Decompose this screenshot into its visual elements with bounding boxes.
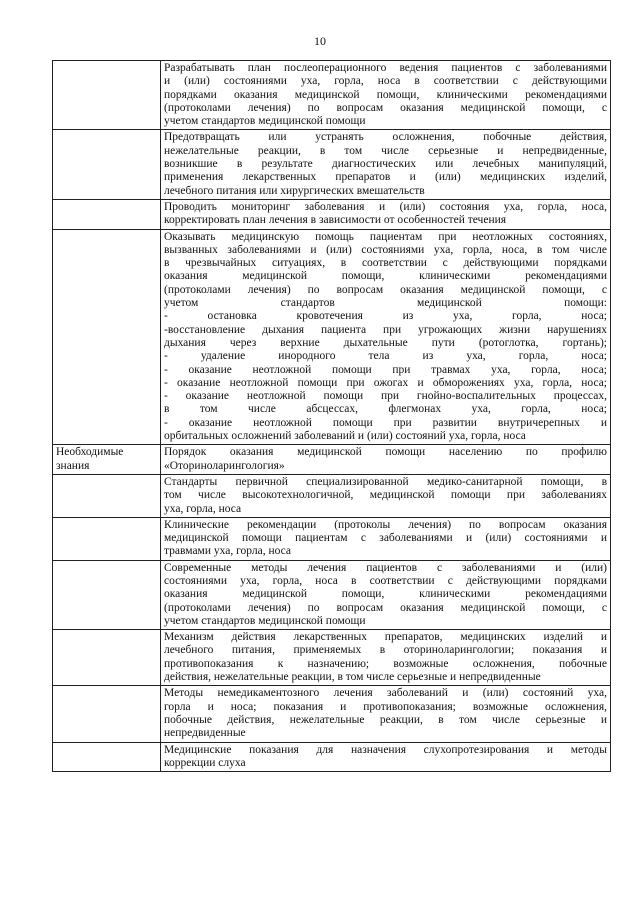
- table-row: [53, 445, 611, 475]
- text-line: Современные методы лечения пациентов с заболеваниями и (или): [164, 561, 607, 574]
- row-label-cell: Необходимые знания: [53, 445, 161, 475]
- text-line: Механизм действия лекарственных препаратов, медицинских изделий и: [164, 631, 607, 644]
- text-line: учетом стандартов медицинской помощи: [164, 115, 366, 128]
- row-content-cell: [161, 130, 611, 199]
- table-row: [53, 742, 611, 772]
- text-line: в чрезвычайных ситуациях, в соответствии с действующими порядками: [164, 257, 607, 270]
- text-line: уха, горла, носа: [164, 502, 242, 515]
- text-line: Медицинские показания для назначения слухопротезирования и методы: [164, 743, 607, 756]
- text-line: Методы немедикаментозного лечения заболеваний и (или) состояний уха,: [164, 687, 607, 700]
- table-row: [53, 517, 611, 560]
- row-label-cell: [53, 474, 161, 517]
- text-line: медицинской помощи пациентам с заболеваниями и (или) состояниями и: [164, 532, 607, 545]
- text-line: - оказание неотложной помощи при травмах уха, горла, носа;: [164, 363, 607, 376]
- row-label-cell: [53, 130, 161, 199]
- row-content-cell: [161, 630, 611, 686]
- text-line: корректировать план лечения в зависимости от особенностей течения: [164, 214, 507, 227]
- text-line: Предотвращать или устранять осложнения, побочные действия,: [164, 131, 607, 144]
- text-line: в том числе абсцессах, флегмонах уха, горла, носа;: [164, 403, 607, 416]
- row-label-cell: [53, 686, 161, 742]
- text-line: -восстановление дыхания пациента при угрожающих жизни нарушениях: [164, 323, 607, 336]
- row-content-cell: [161, 445, 611, 475]
- row-content-cell: [161, 229, 611, 445]
- text-line: Клинические рекомендации (протоколы лечения) по вопросам оказания: [164, 518, 607, 531]
- text-line: нежелательные реакции, в том числе серьезные и непредвиденные,: [164, 144, 607, 157]
- text-line: побочные действия, нежелательные реакции, в том числе серьезные и: [164, 713, 607, 726]
- text-line: учетом стандартов медицинской помощи:: [164, 297, 607, 310]
- text-line: том числе высокотехнологичной, медицинской помощи при заболеваниях: [164, 489, 607, 502]
- competency-table: [52, 60, 611, 772]
- text-line: (протоколами лечения) по вопросам оказания медицинской помощи, с: [164, 283, 607, 296]
- row-label-cell: [53, 742, 161, 772]
- table-row: [53, 630, 611, 686]
- text-line: учетом стандартов медицинской помощи: [164, 614, 366, 627]
- row-content-cell: [161, 560, 611, 629]
- text-line: непредвиденные: [164, 727, 246, 740]
- text-line: лечебного питания, применяемых в оториноларингологии; показания и: [164, 644, 607, 657]
- table-row: [53, 61, 611, 130]
- text-line: «Оториноларингология»: [164, 459, 285, 472]
- text-line: (протоколами лечения) по вопросам оказания медицинской помощи, с: [164, 101, 607, 114]
- row-label-cell: [53, 61, 161, 130]
- row-content-cell: [161, 61, 611, 130]
- row-content-cell: [161, 742, 611, 772]
- table-row: [53, 560, 611, 629]
- row-label-cell: [53, 630, 161, 686]
- text-line: - оказание неотложной помощи при развитии внутричерепных и: [164, 416, 607, 429]
- row-label-cell: [53, 560, 161, 629]
- text-line: Стандарты первичной специализированной медико-санитарной помощи, в: [164, 475, 607, 488]
- text-line: дыхания через верхние дыхательные пути (ротоглотка, гортань);: [164, 336, 607, 349]
- text-line: горла и носа; показания и противопоказания; возможные осложнения,: [164, 700, 607, 713]
- table-row: [53, 229, 611, 445]
- text-line: Разрабатывать план послеоперационного ведения пациентов с заболеваниями: [164, 62, 607, 74]
- text-line: Проводить мониторинг заболевания и (или) состояния уха, горла, носа,: [164, 200, 607, 213]
- text-line: - оказание неотложной помощи при ожогах и обморожениях уха, горла, носа;: [164, 376, 607, 389]
- text-line: действия, нежелательные реакции, в том числе серьезные и непредвиденные: [164, 671, 541, 684]
- text-line: орбитальных осложнений заболеваний и (или) состояний уха, горла, носа: [164, 430, 526, 443]
- text-line: лечебного питания или хирургических вмешательств: [164, 184, 425, 197]
- row-content-cell: [161, 517, 611, 560]
- table-body: [53, 61, 611, 772]
- row-content-cell: [161, 686, 611, 742]
- text-line: оказания медицинской помощи, клиническими рекомендациями: [164, 588, 607, 601]
- text-line: оказания медицинской помощи, клиническими рекомендациями: [164, 270, 607, 283]
- text-line: - остановка кровотечения из уха, горла, носа;: [164, 310, 607, 323]
- row-label-cell: [53, 229, 161, 445]
- table-row: [53, 199, 611, 229]
- text-line: вызванных заболеваниями и (или) состояниями уха, горла, носа, в том числе: [164, 243, 607, 256]
- table-row: [53, 130, 611, 199]
- row-content-cell: [161, 474, 611, 517]
- text-line: (протоколами лечения) по вопросам оказания медицинской помощи, с: [164, 601, 607, 614]
- row-label-cell: [53, 517, 161, 560]
- text-line: противопоказания к назначению; возможные осложнения, побочные: [164, 657, 607, 670]
- table-row: [53, 686, 611, 742]
- text-line: коррекции слуха: [164, 756, 246, 769]
- text-line: - оказание неотложной помощи при гнойно-воспалительных процессах,: [164, 390, 607, 403]
- text-line: порядками оказания медицинской помощи, клиническими рекомендациями: [164, 88, 607, 101]
- text-line: Оказывать медицинскую помощь пациентам при неотложных состояниях,: [164, 230, 607, 243]
- text-line: состояниями уха, горла, носа в соответствии с действующими порядками: [164, 574, 607, 587]
- text-line: травмами уха, горла, носа: [164, 545, 291, 558]
- text-line: применения лекарственных препаратов и (или) медицинских изделий,: [164, 171, 607, 184]
- text-line: возникшие в результате диагностических или лечебных манипуляций,: [164, 158, 607, 171]
- text-line: и (или) состояниями уха, горла, носа в соответствии с действующими: [164, 75, 607, 88]
- table-row: [53, 474, 611, 517]
- row-label-cell: [53, 199, 161, 229]
- text-line: Порядок оказания медицинской помощи населению по профилю: [164, 446, 607, 459]
- row-content-cell: [161, 199, 611, 229]
- text-line: - удаление инородного тела из уха, горла, носа;: [164, 350, 607, 363]
- page-number: 10: [314, 34, 326, 48]
